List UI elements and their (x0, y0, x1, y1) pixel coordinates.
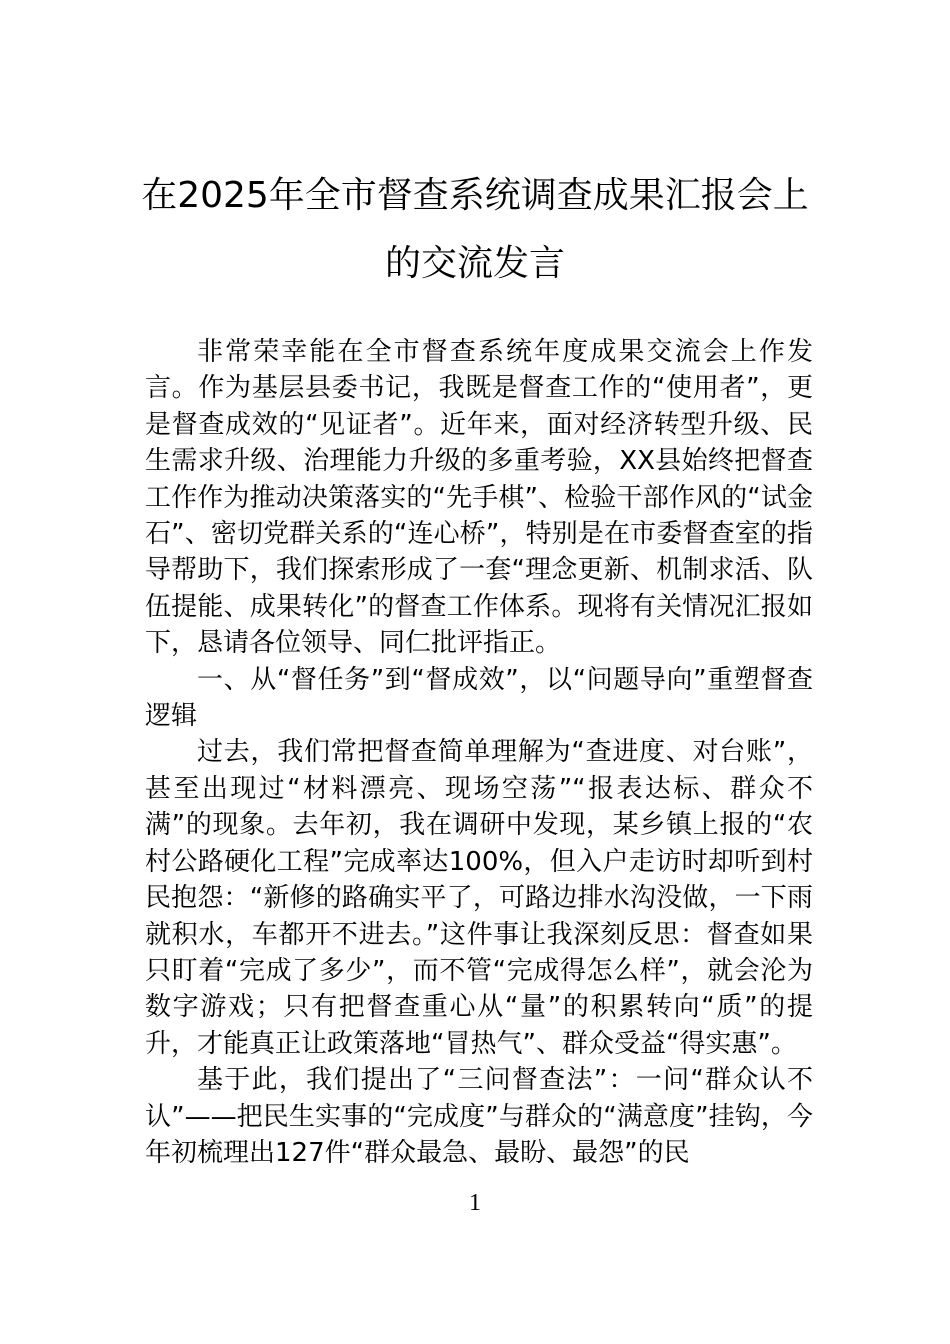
paragraph-three-questions: 基于此，我们提出了“三问督查法”：一问“群众认不认”——把民生实事的“完成度”与群众的“满意度”挂钩，今年初梳理出127件“群众最急、最盼、最怨”的民 (145, 1065, 813, 1168)
document-title-line-2: 的交流发言 (384, 243, 565, 284)
page-number: 1 (469, 1190, 481, 1216)
document-body (145, 334, 813, 1171)
paragraph-past-practice: 过去，我们常把督查简单理解为“查进度、对台账”，甚至出现过“材料漂亮、现场空荡”“报表达标、群众不满”的现象。去年初，我在调研中发现，某乡镇上报的“农村公路硬化工程”完成率达100%，但入户走访时却听到村民抱怨：“新修的路确实平了，可路边排水沟没做，一下雨就积水，车都开不进去。”这件事让我深刻反思：督查如果只盯着“完成了多少”，而不管“完成得怎么样”，就会沦为数字游戏；只有把督查重心从“量”的积累转向“质”的提升，才能真正让政策落地“冒热气”、群众受益“得实惠”。 (145, 737, 813, 1059)
paragraph-intro: 非常荣幸能在全市督查系统年度成果交流会上作发言。作为基层县委书记，我既是督查工作的“使用者”，更是督查成效的“见证者”。近年来，面对经济转型升级、民生需求升级、治理能力升级的多重考验，XX县始终把督查工作作为推动决策落实的“先手棋”、检验干部作风的“试金石”、密切党群关系的“连心桥”，特别是在市委督查室的指导帮助下，我们探索形成了一套“理念更新、机制求活、队伍提能、成果转化”的督查工作体系。现将有关情况汇报如下，恳请各位领导、同仁批评指正。 (145, 337, 813, 659)
document-title-line-1: 在2025年全市督查系统调查成果汇报会上 (141, 175, 809, 216)
section-heading-1: 一、从“督任务”到“督成效”，以“问题导向”重塑督查逻辑 (145, 664, 813, 732)
